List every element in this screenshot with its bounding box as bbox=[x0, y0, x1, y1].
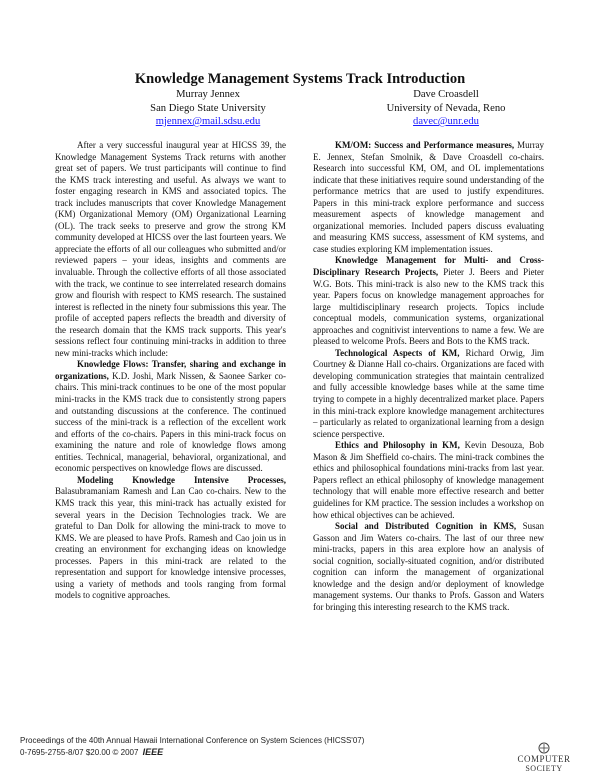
author-1 bbox=[93, 88, 323, 129]
paragraph-lead: Modeling Knowledge Intensive Processes, bbox=[77, 474, 286, 485]
paragraph-text: Susan Gasson and Jim Waters co-chairs. The last of our three new mini-tracks, papers in this area explore how an analysis of social cognition, socially-situated cognition, and/or distributed cognition can inform the management of organizational knowledge and the design and/or deployment of knowledge management systems. Our thanks to Profs. Gasson and Waters for bringing this interesting research to the KMS track. bbox=[313, 521, 544, 612]
author-name: Murray Jennex bbox=[176, 89, 240, 100]
author-email-link[interactable]: mjennex@mail.sdsu.edu bbox=[155, 116, 261, 127]
paper-title: Knowledge Management Systems Track Introduction bbox=[134, 71, 466, 87]
paragraph-social-cognition bbox=[313, 521, 544, 613]
author-email-link[interactable]: davec@unr.edu bbox=[413, 116, 479, 127]
author-name: Dave Croasdell bbox=[413, 89, 479, 100]
paragraph-knowledge-flows bbox=[55, 359, 286, 474]
paragraph-lead: Ethics and Philosophy in KM, bbox=[335, 440, 460, 451]
paragraph-text: Kevin Desouza, Bob Mason & Jim Sheffield co-chairs. The mini-track combines the ethics and philosophical foundations mini-tracks from last year. Papers reflect an ethical philosophy of knowledge management technology that will enable more effective research and better guidelines for KM practice. The session includes a workshop on how ethical objectives can be achieved. bbox=[313, 440, 545, 520]
paragraph-lead: Knowledge Flows: Transfer, sharing and exchange in organizations, bbox=[55, 359, 286, 381]
paragraph-lead: Knowledge Management for Multi- and Cross-Disciplinary Research Projects, bbox=[313, 255, 544, 278]
paragraph-ethics-philosophy bbox=[313, 440, 544, 521]
logo-line-computer: COMPUTER bbox=[517, 754, 571, 764]
paragraph-multidisciplinary bbox=[313, 255, 544, 347]
author-affiliation: San Diego State University bbox=[150, 102, 266, 114]
paragraph-lead: Social and Distributed Cognition in KMS, bbox=[335, 521, 517, 532]
paragraph-lead: Technological Aspects of KM, bbox=[335, 347, 460, 358]
paragraph-text: Murray E. Jennex, Stefan Smolnik, & Dave Croasdell co-chairs. Research into successful KM, OM, and OL implementations indicate that these initiatives require sound understanding of the performance metrics that are used to justify expenditures. Papers in this mini-track explore performance and success measurement aspects of knowledge management and organizational memories. Included papers discuss evaluating and measuring KMS success, assessment of KM systems, and case studies exploring KM implementation issues. bbox=[313, 140, 544, 254]
paragraph-text: Pieter J. Beers and Pieter W.G. Bots. This mini-track is also new to the KMS track this year. Papers focus on knowledge management approaches for large multidisciplinary research projects. Topics include conceptual models, communication systems, organizational approaches and cognitivist interventions to name a few. We are pleased to welcome Profs. Beers and Bots to the KMS track. bbox=[313, 267, 544, 347]
paragraph-intro bbox=[55, 140, 286, 359]
paragraph-lead: KM/OM: Success and Performance measures, bbox=[335, 140, 515, 150]
footer-isbn: 0-7695-2755-8/07 $20.00 © 2007 bbox=[20, 747, 139, 757]
author-affiliation: University of Nevada, Reno bbox=[386, 102, 506, 114]
author-2 bbox=[331, 88, 561, 129]
left-column bbox=[55, 140, 286, 602]
paragraph-modeling-processes bbox=[55, 475, 286, 602]
page-footer bbox=[20, 736, 400, 758]
footer-proceedings: Proceedings of the 40th Annual Hawaii International Conference on System Sciences (HICSS'07) bbox=[20, 736, 365, 745]
paragraph-text: Richard Orwig, Jim Courtney & Dianne Hall co-chairs. Organizations are faced with developing communication strategies that maintain centralized and fully accessible knowledge bases while at the same time trying to compete in a highly decentralized market place. Papers in this mini-track explore knowledge management architectures – particularly as related to organizational learning from a design science perspective. bbox=[313, 347, 545, 439]
footer-publisher: IEEE bbox=[142, 746, 164, 757]
computer-society-logo bbox=[514, 741, 574, 773]
paragraph-text: K.D. Joshi, Mark Nissen, & Saonee Sarker co-chairs. This mini-track continues to be one of the most popular mini-tracks in the KMS track due to consistently strong papers and outstanding discussions at the conference. The continued success of the mini-track is a reflection of the excellent work and efforts of the co-chairs. Papers in this mini-track focus on examining the nature and role of knowledge flows among entities. Technical, managerial, behavioral, organizational, and economic perspectives on knowledge flows are discussed. bbox=[55, 370, 286, 474]
right-column bbox=[313, 140, 544, 613]
paragraph-text: Balasubramaniam Ramesh and Lan Cao co-chairs. New to the KMS track this year, this mini-track has actually existed for several years in the Decision Technologies track. We are grateful to Dan Dolk for allowing the mini-track to move to KMS. We are pleased to have Profs. Ramesh and Cao join us in creating an environment for exchanging ideas on knowledge processes. Papers in this mini-track are related to the representation and support for knowledge intensive processes, using a variety of methods and tools ranging from formal models to cognitive approaches. bbox=[55, 486, 286, 601]
logo-line-society: SOCIETY bbox=[525, 764, 563, 773]
paragraph-text: After a very successful inaugural year at HICSS 39, the Knowledge Management Systems Track returns with another great set of papers. We trust participants will continue to find the KMS track interesting and useful. As always we want to foster engaging research in KMS and associated topics. The track includes manuscripts that cover Knowledge Management (KM) Organizational Memory (OM) Organizational Learning (OL). The track seeks to preserve and grow the strong KM community developed at HICSS over the last fourteen years. We appreciate the efforts of all our colleagues who submitted and/or reviewed papers – your ideas, insights and comments are invaluable. Through the collective efforts of all those associated with the track, we continue to see interrelated research domains grow and flourish with respect to KMS research. The sustained interest is reflected in the ninety four submissions this year. The profile of accepted papers reflects the breadth and diversity of the research domain that the KMS track supports. This year's sessions reflect four continuing mini-tracks in addition to three new mini-tracks which include: bbox=[55, 140, 286, 358]
paragraph-km-om-success bbox=[313, 140, 544, 255]
paragraph-technological-aspects bbox=[313, 348, 544, 440]
